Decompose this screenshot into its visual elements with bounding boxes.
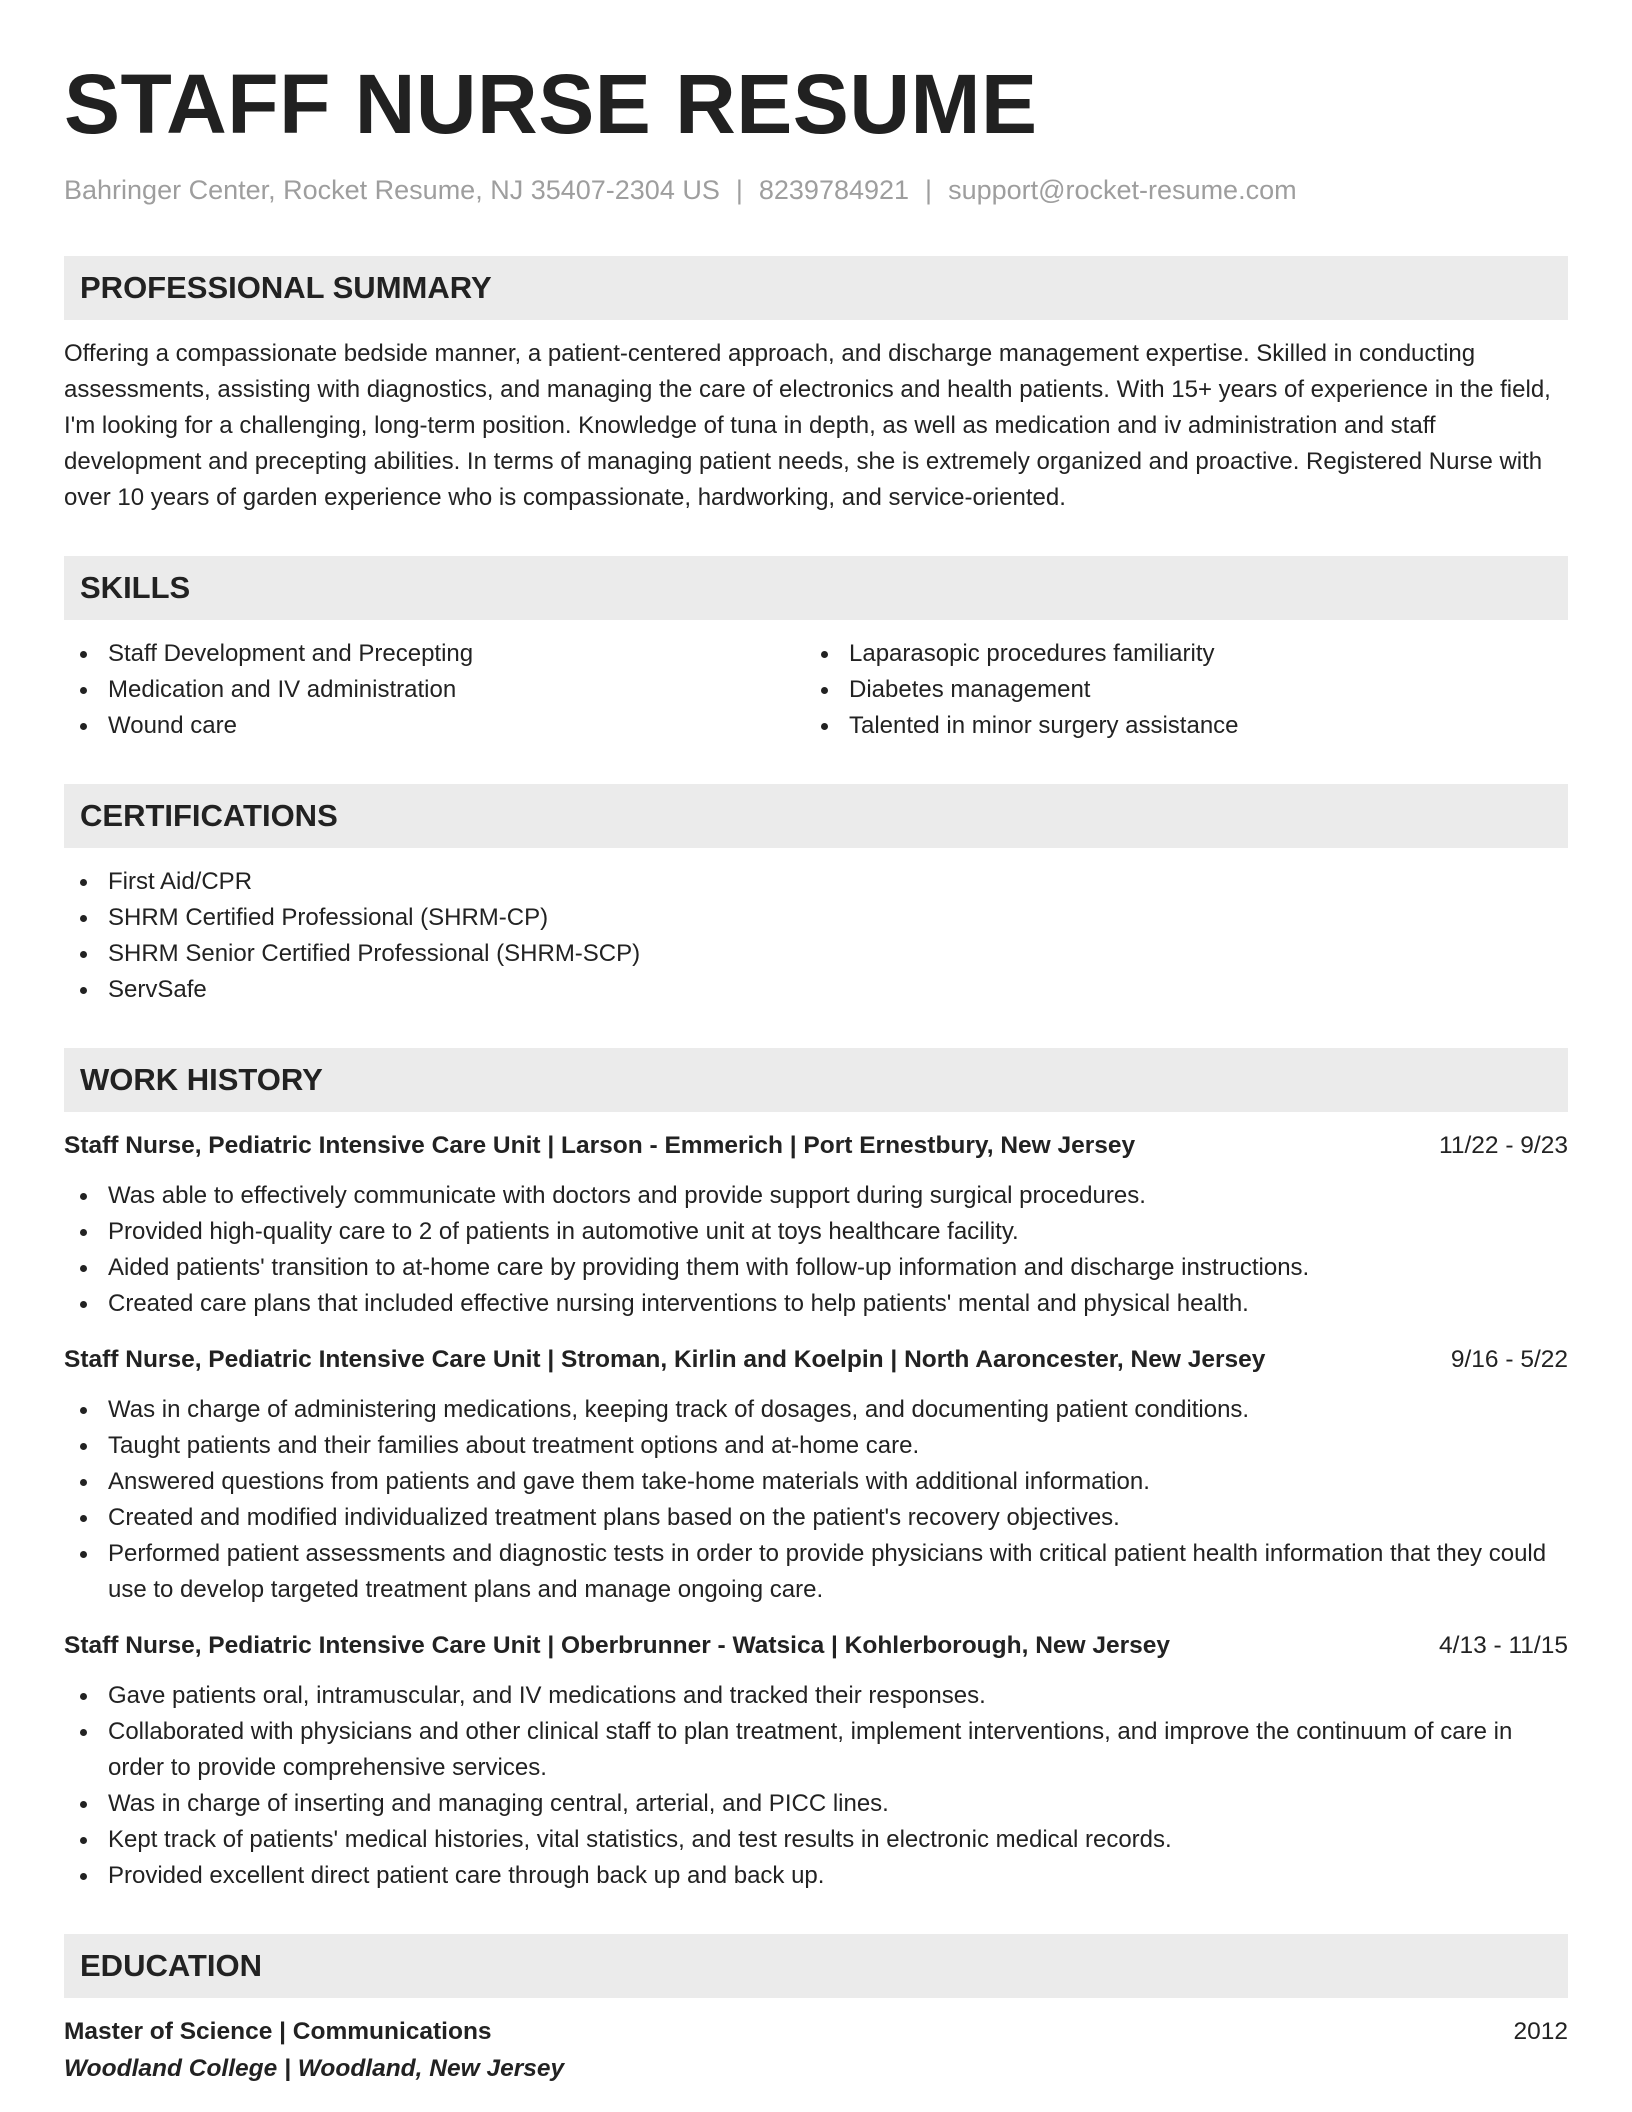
job-dates: 9/16 - 5/22 — [1450, 1346, 1568, 1373]
contact-phone: 8239784921 — [758, 175, 910, 205]
certifications-heading: CERTIFICATIONS — [64, 784, 1568, 848]
work-history-heading: WORK HISTORY — [64, 1048, 1568, 1112]
certification-item: ServSafe — [64, 972, 1568, 1008]
job-duty-item: Created and modified individualized treatment plans based on the patient's recovery objectives. — [64, 1500, 1568, 1536]
job-dates: 4/13 - 11/15 — [1439, 1632, 1568, 1659]
job-duty-item: Was in charge of inserting and managing central, arterial, and PICC lines. — [64, 1786, 1568, 1822]
job-duties — [64, 1678, 1568, 1894]
job-entry — [64, 1628, 1568, 1894]
skill-item: Medication and IV administration — [64, 672, 805, 708]
skills-heading: SKILLS — [64, 556, 1568, 620]
summary-heading: PROFESSIONAL SUMMARY — [64, 256, 1568, 320]
job-duty-item: Provided excellent direct patient care through back up and back up. — [64, 1858, 1568, 1894]
education-degree: Master of Science | Communications — [64, 2018, 492, 2045]
skills-list — [64, 636, 1568, 744]
job-duty-item: Taught patients and their families about treatment options and at-home care. — [64, 1428, 1568, 1464]
job-duty-item: Was in charge of administering medications, keeping track of dosages, and documenting patient conditions. — [64, 1392, 1568, 1428]
certifications-list — [64, 864, 1568, 1008]
skill-item: Laparasopic procedures familiarity — [805, 636, 1568, 672]
contact-separator: | — [735, 175, 743, 205]
job-duty-item: Answered questions from patients and gave them take-home materials with additional information. — [64, 1464, 1568, 1500]
job-entry — [64, 1342, 1568, 1608]
education-school: Woodland College | Woodland, New Jersey — [64, 2055, 565, 2082]
contact-separator: | — [925, 175, 933, 205]
job-title: Staff Nurse, Pediatric Intensive Care Unit | Stroman, Kirlin and Koelpin | North Aaroncester, New Jersey — [64, 1346, 1266, 1373]
job-entry — [64, 1128, 1568, 1322]
contact-line — [64, 172, 1568, 208]
job-header — [64, 1628, 1568, 1664]
certification-item: First Aid/CPR — [64, 864, 1568, 900]
contact-address: Bahringer Center, Rocket Resume, NJ 35407-2304 US — [64, 175, 720, 205]
education-heading: EDUCATION — [64, 1934, 1568, 1998]
job-title: Staff Nurse, Pediatric Intensive Care Unit | Oberbrunner - Watsica | Kohlerborough, New Jersey — [64, 1632, 1171, 1659]
job-duty-item: Performed patient assessments and diagnostic tests in order to provide physicians with critical patient health information that they could use to develop targeted treatment plans and manage ongoing care. — [64, 1536, 1568, 1608]
skill-item: Wound care — [64, 708, 805, 744]
summary-text: Offering a compassionate bedside manner, a patient-centered approach, and discharge management expertise. Skilled in conducting assessments, assisting with diagnostics, and managing the care of electronics and health patients. With 15+ years of experience in the field, I'm looking for a challenging, long-term position. Knowledge of tuna in depth, as well as medication and iv administration and staff development and precepting abilities. In terms of managing patient needs, she is extremely organized and proactive. Registered Nurse with over 10 years of garden experience who is compassionate, hardworking, and service-oriented. — [64, 340, 1551, 511]
education-year: 2012 — [1513, 2018, 1568, 2045]
job-duties — [64, 1392, 1568, 1608]
skill-item: Staff Development and Precepting — [64, 636, 805, 672]
job-title: Staff Nurse, Pediatric Intensive Care Unit | Larson - Emmerich | Port Ernestbury, New Jersey — [64, 1132, 1136, 1159]
job-duty-item: Gave patients oral, intramuscular, and IV medications and tracked their responses. — [64, 1678, 1568, 1714]
skills-column-right — [805, 636, 1568, 744]
skill-item: Diabetes management — [805, 672, 1568, 708]
resume-title: STAFF NURSE RESUME — [64, 57, 1038, 151]
skills-column-left — [64, 636, 805, 744]
education-entry — [64, 2014, 1568, 2050]
job-dates: 11/22 - 9/23 — [1439, 1132, 1568, 1159]
job-duty-item: Collaborated with physicians and other clinical staff to plan treatment, implement interventions, and improve the continuum of care in order to provide comprehensive services. — [64, 1714, 1568, 1786]
contact-email: support@rocket-resume.com — [948, 175, 1297, 205]
job-duties — [64, 1178, 1568, 1322]
job-duty-item: Kept track of patients' medical histories, vital statistics, and test results in electronic medical records. — [64, 1822, 1568, 1858]
job-duty-item: Was able to effectively communicate with doctors and provide support during surgical procedures. — [64, 1178, 1568, 1214]
job-duty-item: Provided high-quality care to 2 of patients in automotive unit at toys healthcare facility. — [64, 1214, 1568, 1250]
certification-item: SHRM Certified Professional (SHRM-CP) — [64, 900, 1568, 936]
skill-item: Talented in minor surgery assistance — [805, 708, 1568, 744]
certification-item: SHRM Senior Certified Professional (SHRM-SCP) — [64, 936, 1568, 972]
job-duty-item: Created care plans that included effective nursing interventions to help patients' mental and physical health. — [64, 1286, 1568, 1322]
job-header — [64, 1128, 1568, 1164]
job-duty-item: Aided patients' transition to at-home care by providing them with follow-up information and discharge instructions. — [64, 1250, 1568, 1286]
job-header — [64, 1342, 1568, 1378]
